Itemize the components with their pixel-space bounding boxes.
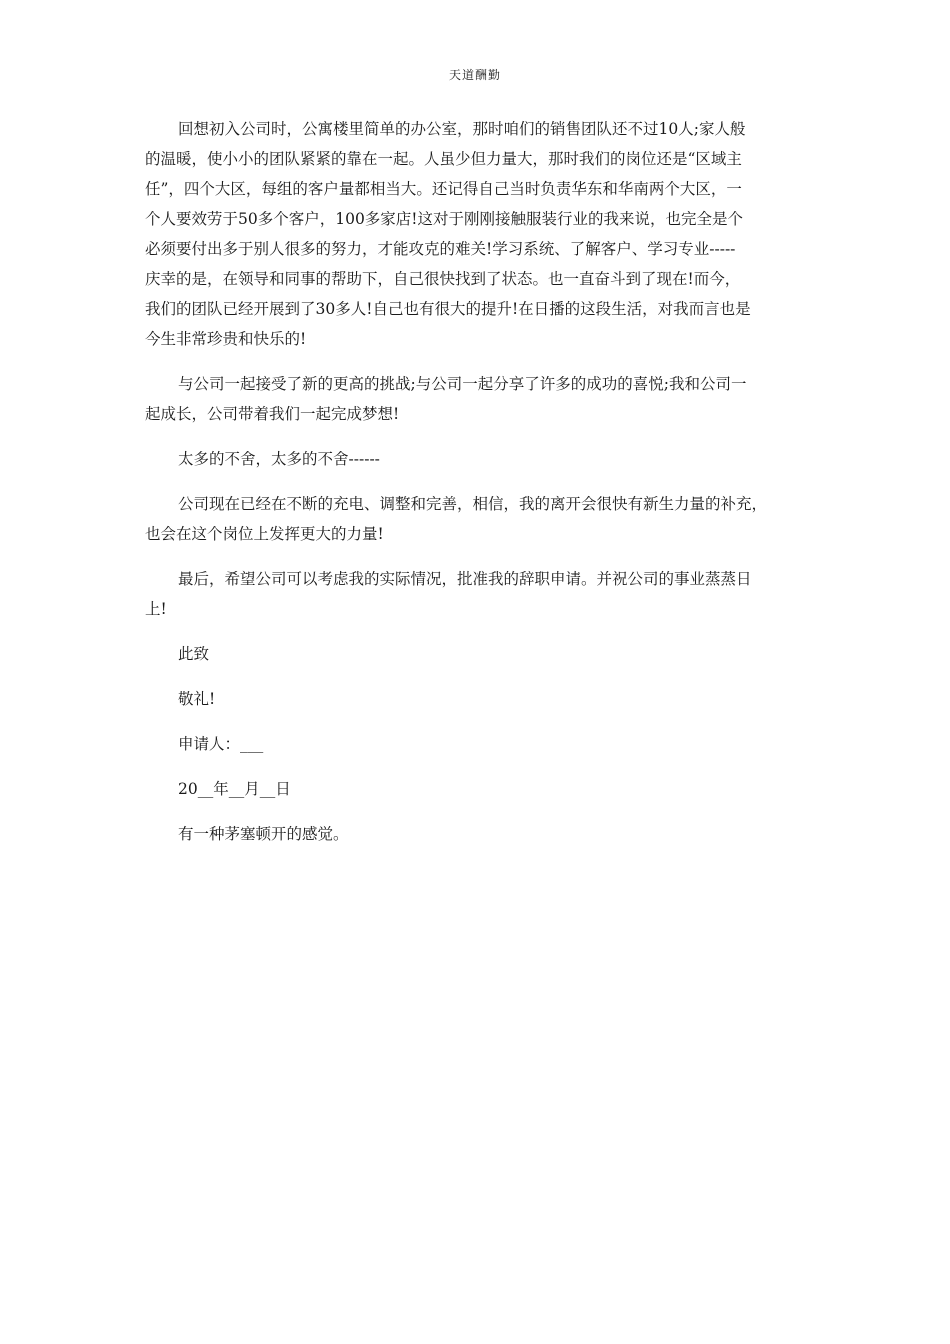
paragraph-line: 最后，希望公司可以考虑我的实际情况，批准我的辞职申请。并祝公司的事业蒸蒸日: [178, 570, 752, 588]
paragraph-1: [145, 114, 807, 354]
paragraph-4: [145, 489, 807, 549]
footer-note: 有一种茅塞顿开的感觉。: [178, 825, 349, 843]
paragraph-line: 也会在这个岗位上发挥更大的力量!: [145, 525, 384, 543]
paragraph-line: 庆幸的是，在领导和同事的帮助下，自己很快找到了状态。也一直奋斗到了现在!而今，: [145, 270, 741, 288]
paragraph-line: 必须要付出多于别人很多的努力，才能攻克的难关!学习系统、了解客户、学习专业-----: [145, 240, 736, 258]
paragraph-line: 个人要效劳于50多个客户，100多家店!这对于刚刚接触服装行业的我来说，也完全是个: [145, 210, 744, 228]
paragraph-line: 任”，四个大区，每组的客户量都相当大。还记得自己当时负责华东和华南两个大区，一: [145, 180, 742, 198]
paragraph-line: 起成长，公司带着我们一起完成梦想!: [145, 405, 400, 423]
paragraph-2: [145, 369, 807, 429]
page-header: 天道酬勤: [448, 68, 501, 82]
paragraph-line: 今生非常珍贵和快乐的!: [145, 330, 307, 348]
date-line: 20__年__月__日: [178, 780, 291, 798]
paragraph-line: 回想初入公司时，公寓楼里简单的办公室，那时咱们的销售团队还不过10人;家人般: [178, 120, 746, 138]
paragraph-3: [145, 444, 807, 474]
paragraph-line: 的温暖，使小小的团队紧紧的靠在一起。人虽少但力量大，那时我们的岗位还是“区域主: [145, 150, 742, 168]
applicant-line: 申请人：___: [178, 735, 264, 753]
paragraph-line: 上!: [145, 600, 167, 618]
paragraph-line: 太多的不舍，太多的不舍------: [178, 450, 380, 468]
salute-text: 敬礼!: [178, 690, 216, 708]
document-body: [145, 114, 807, 849]
paragraph-line: 与公司一起接受了新的更高的挑战;与公司一起分享了许多的成功的喜悦;我和公司一: [178, 375, 747, 393]
paragraph-5: [145, 564, 807, 624]
closing-text: 此致: [178, 645, 210, 663]
paragraph-line: 我们的团队已经开展到了30多人!自己也有很大的提升!在日播的这段生活，对我而言也是: [145, 300, 751, 318]
paragraph-line: 公司现在已经在不断的充电、调整和完善，相信，我的离开会很快有新生力量的补充，: [178, 495, 768, 513]
